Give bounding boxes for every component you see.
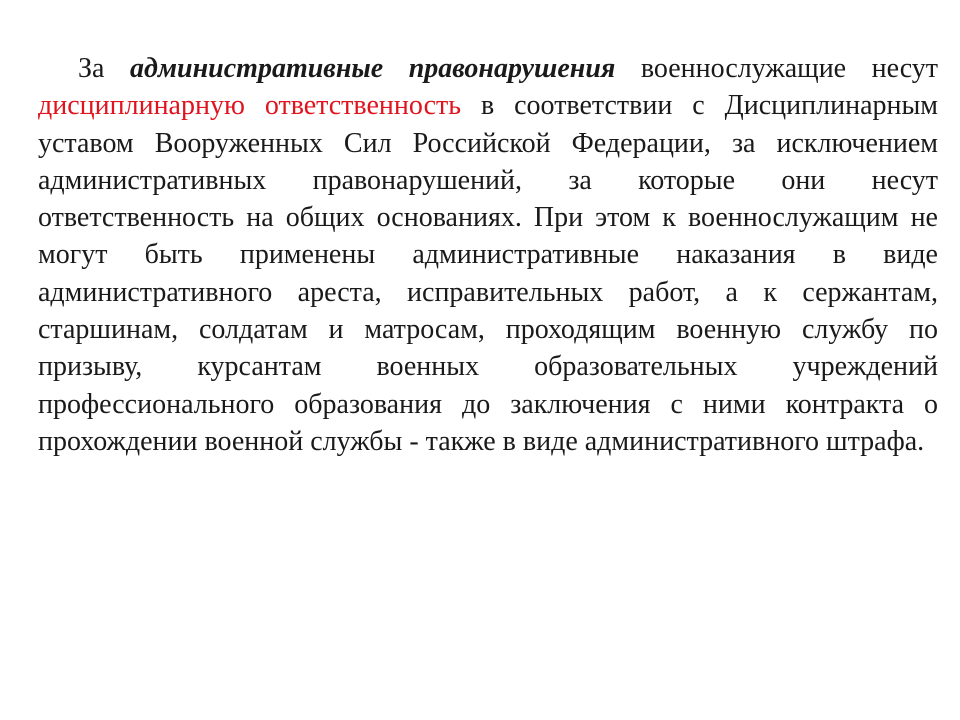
text-part-2: военнослужащие несут — [640, 53, 939, 84]
emphasis-administrative-offenses: административные правонарушения — [129, 53, 616, 84]
lead-text: За — [78, 53, 105, 84]
text-rest: в соответствии с Дисциплинарным уставом Вооруженных Сил Российской Федерации, за исключением административных правонарушений, за которые они несут ответственность на общих основаниях. При этом к военнослужащим не могут быть применены административные наказания в виде административного ареста, исправительных работ, а к сержантам, старшинам, солдатам и матросам, проходящим военную службу по призыву, курсантам военных образовательных учреждений профессионального образования до заключения с ними контракта о прохождении военной службы - также в виде административного штрафа. — [38, 90, 939, 457]
highlight-disciplinary-liability: дисциплинарную ответственность — [38, 90, 462, 122]
body-paragraph — [38, 50, 938, 460]
